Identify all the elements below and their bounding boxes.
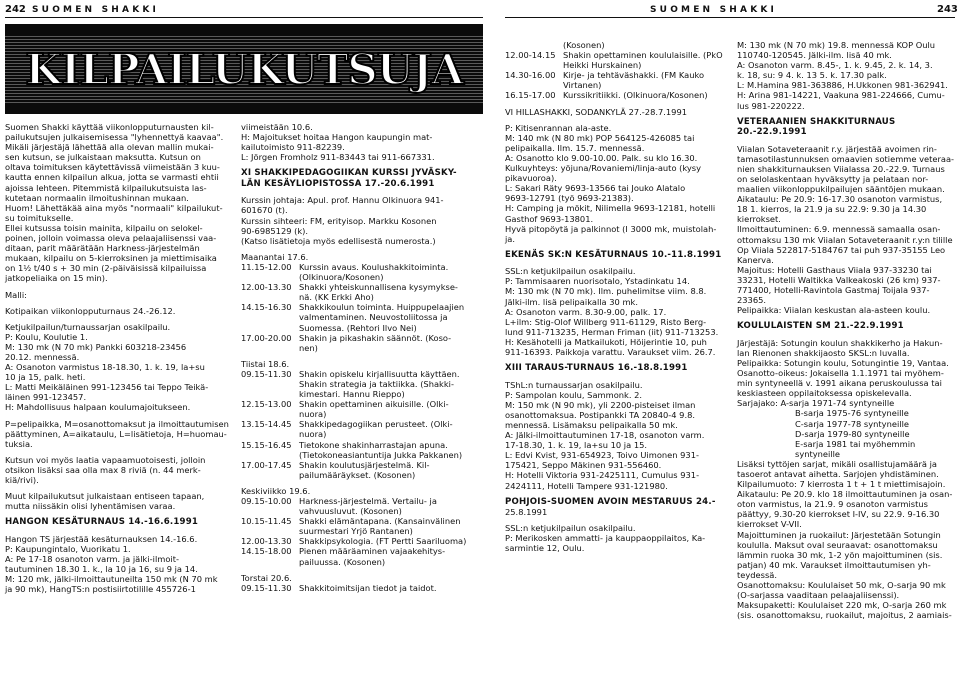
text-line: tasoerot antavat aihetta. Sarjojen yhdistäminen. bbox=[737, 468, 939, 479]
text-line: ja. bbox=[505, 233, 516, 244]
text-line: A: Osanoton varmistus 18-18.30, 1. k. 19, la+su bbox=[5, 362, 205, 373]
schedule-row bbox=[241, 557, 481, 567]
schedule-text: Shakki yhteiskunnallisena kysymykse- bbox=[299, 282, 458, 293]
text-line: on 1½ t/40 s + 30 min (2-päiväisissä kilpailuissa bbox=[5, 263, 207, 274]
schedule-time bbox=[505, 80, 563, 90]
text-line: kutetaan normaalin ilmoitushinnan mukaan. bbox=[5, 192, 189, 203]
text-line: Kanerva. bbox=[737, 254, 774, 265]
schedule-text: Shakkitoimitsijan tiedot ja taidot. bbox=[299, 582, 437, 593]
schedule-time: 09.15-11.30 bbox=[241, 368, 292, 379]
text-line: 25.8.1991 bbox=[505, 507, 548, 518]
text-line: H: Mahdollisuus halpaan koulumajoitukseen. bbox=[5, 402, 191, 413]
text-line: maalien viikonloppukilpailujen sääntöjen mukaan. bbox=[737, 184, 945, 195]
text-line: A: Jälki-ilmoittautuminen 17-18, osanoton varm. bbox=[505, 430, 705, 441]
schedule-text: Shakkipedagogiikan perusteet. (Olki- bbox=[299, 419, 453, 430]
schedule-row bbox=[241, 302, 481, 312]
schedule-text: Shakin opiskelu kirjallisuutta käyttäen. bbox=[299, 368, 460, 379]
schedule-time: 12.00-14.15 bbox=[505, 50, 556, 61]
schedule-text: Shakkipsykologia. (FT Pertti Saariluoma) bbox=[299, 536, 467, 547]
text-line: P: Sampolan koulu, Sammonk. 2. bbox=[505, 389, 643, 400]
text-line: A: Osanotto klo 9.00-10.00. Palk. su klo 16.30. bbox=[505, 152, 698, 163]
text-line: M: 130 mk (N 70 mk) Pankki 603218-23456 bbox=[5, 341, 187, 352]
schedule-time bbox=[737, 419, 795, 429]
schedule-row bbox=[241, 516, 481, 526]
schedule-text: Shakin ja pikashakin säännöt. (Koso- bbox=[299, 332, 452, 343]
text-line: Op Viiala 522817-5184767 tai puh 937-35155 Leo bbox=[737, 244, 946, 255]
schedule-text: Suomessa. (Rehtori Ilvo Nei) bbox=[299, 322, 417, 333]
text-line: Maksupaketti: Koululaiset 220 mk, O-sarja 260 mk bbox=[737, 600, 947, 611]
text-line: 2424111, Hotelli Tampere 931-121980. bbox=[505, 480, 668, 491]
text-line: lämmin ruoka 30 mk, 1-2 yön majoittuminen (sis. bbox=[737, 549, 943, 560]
schedule-time bbox=[241, 470, 299, 480]
schedule-time bbox=[737, 408, 795, 418]
schedule-time: 17.00-20.00 bbox=[241, 332, 292, 343]
text-line: Kurssin johtaja: Apul. prof. Hannu Olkinuora 941- bbox=[241, 195, 444, 206]
schedule-time: 10.15-11.45 bbox=[241, 516, 292, 527]
text-line: Ellei kutsussa toisin mainita, kilpailu on selokel- bbox=[5, 222, 203, 233]
text-line: Kurssin sihteeri: FM, erityisop. Markku Kosonen bbox=[241, 215, 437, 226]
schedule-time bbox=[241, 292, 299, 302]
text-line: 911-16393. Paikkoja varattu. Varaukset viim. 26.7. bbox=[505, 347, 716, 358]
schedule-time bbox=[241, 526, 299, 536]
text-line: tamasotilastunnuksen omaavien sotiemme veteraa- bbox=[737, 153, 955, 164]
schedule-row bbox=[505, 60, 730, 70]
text-line: Ilmoittautuminen: 6.9. mennessä samaalla osan- bbox=[737, 224, 941, 235]
schedule-text: E-sarja 1981 tai myöhemmin syntyneille bbox=[795, 438, 916, 459]
text-line: H: Kesähotelli ja Matkailukoti, Höijerintie 10, puh bbox=[505, 336, 707, 347]
schedule-text: valmentaminen. Neuvostoliitossa ja bbox=[299, 312, 448, 323]
text-line: Mikäli järjestäjä lähettää alla olevan mallin mukai- bbox=[5, 142, 214, 153]
text-line: 10 ja 15, palk. heti. bbox=[5, 372, 86, 383]
text-line: su toimitukselle. bbox=[5, 212, 74, 223]
text-line: osanottomaksua. Postipankki TA 20840-4 9.8. bbox=[505, 409, 696, 420]
text-line: 33231, Hotelli Waltikka Valkeakoski (26 km) 937- bbox=[737, 274, 941, 285]
text-line: P: Tammisaaren nuorisotalo, Ystadinkatu 14. bbox=[505, 276, 690, 287]
text-line: Suomen Shakki käyttää viikonlopputurnausten kil- bbox=[5, 122, 214, 132]
text-line: lund 911-713235, Herman Friman (iit) 911-713253. bbox=[505, 326, 719, 337]
schedule-row bbox=[241, 262, 481, 272]
schedule-row bbox=[241, 526, 481, 536]
schedule-text: pailumääräykset. (Kosonen) bbox=[299, 469, 416, 480]
text-line: Kutsun voi myös laatia vapaamuotoisesti, jolloin bbox=[5, 454, 206, 465]
schedule-text: nä. (KK Erkki Aho) bbox=[299, 292, 374, 303]
text-line: L: Sakari Räty 9693-13566 tai Jouko Alatalo bbox=[505, 183, 686, 194]
schedule-text: Heikki Hurskainen) bbox=[563, 60, 642, 71]
text-line: min syntyneellä v. 1991 aikana peruskoulussa tai bbox=[737, 378, 942, 389]
text-line: Aikataulu: Pe 20.9: 16-17.30 osanoton varmistus, bbox=[737, 194, 943, 205]
schedule-text: nen) bbox=[299, 342, 318, 353]
text-line: M: 140 mk (N 80 mk) POP 564125-426085 tai bbox=[505, 132, 695, 143]
schedule-row bbox=[505, 80, 730, 90]
text-line: H: Hotelli Viktoria 931-2425111, Cumulus 931- bbox=[505, 470, 700, 481]
text-line: Aikataulu: Pe 20.9. klo 18 ilmoittautuminen ja osan- bbox=[737, 489, 953, 500]
text-line: kierrokset V-VII. bbox=[737, 519, 802, 530]
text-line: on selolaskentaan hyväksytty ja pelataan nor- bbox=[737, 173, 929, 184]
schedule-time bbox=[241, 272, 299, 282]
banner-title: KILPAILUKUTSUJA bbox=[25, 45, 463, 94]
schedule-row bbox=[737, 429, 957, 439]
schedule-row bbox=[505, 70, 730, 80]
text-line: Osanottomaksu: Koululaiset 50 mk, O-sarja 90 mk bbox=[737, 580, 946, 590]
text-line: Sarjajako: A-sarja 1971-74 syntyneille bbox=[737, 398, 895, 409]
schedule-time: 14.15-18.00 bbox=[241, 546, 292, 557]
section-heading: POHJOIS-SUOMEN AVOIN MESTARUUS 24.- bbox=[505, 496, 716, 507]
schedule-time: 16.15-17.00 bbox=[505, 90, 556, 101]
schedule-row bbox=[241, 583, 481, 593]
schedule-row bbox=[241, 272, 481, 282]
text-line: mennessä. Lisämaksu pelipaikalla 50 mk. bbox=[505, 420, 678, 430]
schedule-time: 14.15-16.30 bbox=[241, 302, 292, 313]
schedule-text: D-sarja 1979-80 syntyneille bbox=[795, 428, 910, 439]
schedule-text: Shakin strategia ja taktiikka. (Shakki- bbox=[299, 378, 454, 389]
text-line: 175421, Seppo Mäkinen 931-556460. bbox=[505, 460, 662, 471]
schedule-row bbox=[505, 90, 730, 100]
schedule-time bbox=[241, 379, 299, 389]
text-line: kailutoimisto 911-82239. bbox=[241, 142, 345, 153]
text-line: jatkopeliaika on 15 min). bbox=[5, 273, 108, 284]
schedule-row bbox=[241, 450, 481, 460]
text-line: P: Merikosken ammatti- ja kauppaoppilaitos, Ka- bbox=[505, 533, 706, 544]
text-line: L+ilm: Stig-Olof Willberg 911-61129, Risto Berg- bbox=[505, 316, 707, 327]
schedule-time bbox=[241, 389, 299, 399]
section-heading: XIII TARAUS-TURNAUS 16.-18.8.1991 bbox=[505, 363, 688, 374]
schedule-time bbox=[241, 312, 299, 322]
text-line: (O-sarjassa vaaditaan pelaajaliisenssi). bbox=[737, 590, 900, 601]
schedule-time: 12.00-13.30 bbox=[241, 536, 292, 547]
schedule-row bbox=[241, 429, 481, 439]
schedule-time: 09.15-11.30 bbox=[241, 582, 292, 593]
schedule-row bbox=[737, 439, 957, 459]
schedule-text: pailuussa. (Kosonen) bbox=[299, 556, 386, 567]
schedule-row bbox=[241, 546, 481, 556]
text-line: M: 120 mk, jälki-ilmoittautuneilta 150 mk (N 70 mk bbox=[5, 574, 218, 585]
text-line: Osanotto-oikeus: Jokaisella 1.1.1971 tai myöhem- bbox=[737, 368, 944, 379]
text-line: Pelipaikka: Viialan keskustan ala-asteen koulu. bbox=[737, 305, 931, 316]
schedule-time: 13.15-14.45 bbox=[241, 419, 292, 430]
text-line: lan Rienonen shakkijaosto SKSL:n luvalla. bbox=[737, 347, 910, 358]
text-line: Majoittuminen ja ruokailut: Järjestetään Sotungin bbox=[737, 529, 941, 540]
text-line: Järjestäjä: Sotungin koulun shakkikerho ja Hakun- bbox=[737, 337, 943, 348]
text-line: Ketjukilpailun/turnaussarjan osakilpailu. bbox=[5, 321, 171, 332]
schedule-row bbox=[241, 399, 481, 409]
text-line: A: Pe 17-18 osanoton varm. ja jälki-ilmoit- bbox=[5, 553, 179, 564]
left-running-title: SUOMEN SHAKKI bbox=[32, 5, 160, 15]
schedule-row bbox=[241, 536, 481, 546]
text-line: pikavuoroa). bbox=[505, 173, 557, 184]
text-line: koululla. Maksut oval seuraavat: osanottomaksu bbox=[737, 539, 938, 550]
text-line: P: Kitisenrannan ala-aste. bbox=[505, 122, 612, 133]
text-line: tautuminen 18.30 1. k., la 10 ja 16, su 9 ja 14. bbox=[5, 564, 198, 575]
schedule-text: nuora) bbox=[299, 429, 327, 440]
text-line: P=pelipaikka, M=osanottomaksut ja ilmoittautumisen bbox=[5, 418, 229, 429]
text-line: 17-18.30, 1. k. 19, la+su 10 ja 15. bbox=[505, 440, 648, 451]
text-line: (sis. osanottomaksu, ruokailut, majoitus, 2 aamiais- bbox=[737, 610, 952, 621]
text-line: mukaan, kilpailu on 5-kierroksinen ja miettimisaika bbox=[5, 253, 217, 264]
text-line: A: Osanoton varm. 8.45-, 1. k. 9.45, 2. k. 14, 3. bbox=[737, 60, 933, 71]
text-line: L: Edvi Kvist, 931-654923, Toivo Uimonen 931- bbox=[505, 450, 699, 461]
schedule-text: Harkness-järjestelmä. Vertailu- ja bbox=[299, 496, 437, 506]
schedule-row bbox=[241, 333, 481, 343]
text-line: SSL:n ketjukilpailun osakilpailu. bbox=[505, 266, 636, 277]
text-line: päättyy, 9.30-20 kierrokset I-IV, su 22.9. 9-16.30 bbox=[737, 509, 940, 520]
text-line: L: Jörgen Fromholz 911-83443 tai 911-667331. bbox=[241, 152, 435, 163]
text-line: päättyminen, A=aikataulu, L=lisätietoja, H=huomau- bbox=[5, 428, 227, 439]
text-line: M: 130 mk (N 70 mk) 19.8. mennessä KOP Oulu bbox=[737, 40, 936, 50]
schedule-time bbox=[241, 557, 299, 567]
column-2 bbox=[241, 122, 481, 593]
text-line: H: Camping ja mökit, Nilimella 9693-12181, hotelli bbox=[505, 203, 716, 214]
text-line: M: 130 mk (N 70 mk). Ilm. puhelimitse viim. 8.8. bbox=[505, 286, 707, 297]
schedule-text: nuora) bbox=[299, 409, 327, 420]
text-line: otsikon lisäksi saa olla max 8 riviä (n. 44 merk- bbox=[5, 464, 201, 475]
text-line: sen kutsun, se julkaistaan maksutta. Kutsun on bbox=[5, 152, 201, 163]
text-line: L: Matti Meikäläinen 991-123456 tai Teppo Teikä- bbox=[5, 382, 209, 393]
schedule-row bbox=[241, 323, 481, 333]
schedule-row bbox=[505, 50, 730, 60]
text-line: Kulkuyhteys: yöjuna/Rovaniemi/linja-auto (kysy bbox=[505, 163, 702, 174]
schedule-text: B-sarja 1975-76 syntyneille bbox=[795, 408, 909, 419]
text-line: Tiistai 18.6. bbox=[241, 358, 290, 369]
text-line: lus 981-220222. bbox=[737, 100, 805, 111]
schedule-time: 11.15-12.00 bbox=[241, 261, 292, 272]
right-page-number: 243 bbox=[937, 4, 958, 15]
text-line: H: Arina 981-14221, Vaakuna 981-224666, Cumu- bbox=[737, 90, 945, 101]
schedule-row bbox=[241, 470, 481, 480]
text-line: ottomaksu 130 mk Viialan Sotaveteraanit r.y:n tilille bbox=[737, 234, 953, 245]
text-line: Kotipaikan viikonlopputurnaus 24.-26.12. bbox=[5, 305, 176, 316]
text-line: 9693-12791 (työ 9693-21383). bbox=[505, 193, 634, 204]
schedule-time bbox=[737, 439, 795, 459]
text-line: Huom! Lähettäkää aina myös "normaali" kilpailukut- bbox=[5, 202, 223, 213]
schedule-row bbox=[241, 312, 481, 322]
text-line: Torstai 20.6. bbox=[241, 572, 292, 583]
schedule-time bbox=[241, 343, 299, 353]
text-line: A: Osanoton varm. 8.30-9.00, palk. 17. bbox=[505, 306, 667, 317]
schedule-time: 17.00-17.45 bbox=[241, 459, 292, 470]
schedule-time bbox=[241, 429, 299, 439]
text-line: kierrokset. bbox=[737, 214, 781, 225]
schedule-text: C-sarja 1977-78 syntyneille bbox=[795, 418, 909, 429]
section-heading: LÄN KESÄYLIOPISTOSSA 17.-20.6.1991 bbox=[241, 178, 435, 189]
text-line: VI HILLASHAKKI, SODANKYLÄ 27.-28.7.1991 bbox=[505, 106, 688, 117]
schedule-row bbox=[241, 506, 481, 516]
section-heading: VETERAANIEN SHAKKITURNAUS 20.-22.9.1991 bbox=[737, 116, 896, 138]
schedule-row bbox=[241, 379, 481, 389]
left-header-rule bbox=[5, 17, 483, 18]
schedule-row bbox=[241, 496, 481, 506]
section-heading: KOULULAISTEN SM 21.-22.9.1991 bbox=[737, 321, 904, 332]
text-line: patjan) 40 mk. Varaukset ilmoittautumisen yh- bbox=[737, 559, 931, 570]
schedule-row bbox=[241, 282, 481, 292]
text-line: TShL:n turnaussarjan osakilpailu. bbox=[505, 379, 643, 390]
text-line: keskiasteen oppilaitoksessa opiskelevalla. bbox=[737, 388, 912, 399]
text-line: pailukutsujen julkaisemisessa "lyhennettyä kaavaa". bbox=[5, 132, 224, 143]
text-line: 771400, Hotelli-Ravintola Gastmaj Toijala 937- bbox=[737, 284, 930, 295]
schedule-text: Shakki elämäntapana. (Kansainvälinen bbox=[299, 516, 461, 527]
schedule-row bbox=[241, 440, 481, 450]
text-line: (Katso lisätietoja myös edellisestä numerosta.) bbox=[241, 235, 436, 246]
column-3 bbox=[505, 40, 730, 554]
text-line: viimeistään 10.6. bbox=[241, 122, 313, 132]
text-line: oltava toimituksen käytettävissä viimeistään 3 kuu- bbox=[5, 162, 220, 173]
text-line: sarmintie 12, Oulu. bbox=[505, 543, 585, 554]
text-line: k. 18, su: 9 4. k. 13 5. k. 17.30 palk. bbox=[737, 70, 887, 81]
text-line: oton varmistus, la 21.9. 9 osanoton varmistus bbox=[737, 499, 928, 510]
text-line: 90-6985129 (k). bbox=[241, 225, 309, 236]
text-line: mutta niissäkin olisi lyhentämisen varaa. bbox=[5, 501, 176, 512]
text-line: 18 1. kierros, la 21.9 ja su 22.9: 9.30 ja 14.30 bbox=[737, 204, 927, 215]
text-line: ajoissa lehteen. Pitemmistä kilpailukutsuista las- bbox=[5, 182, 207, 193]
schedule-time bbox=[241, 409, 299, 419]
schedule-time: 14.30-16.00 bbox=[505, 70, 556, 81]
text-line: nien shakkiturnauksen Viialassa 20.-22.9. Turnaus bbox=[737, 163, 945, 174]
text-line: Majoitus: Hotelli Gasthaus Viiala 937-33230 tai bbox=[737, 264, 932, 275]
text-line: 23365. bbox=[737, 295, 767, 306]
text-line: P: Kaupungintalo, Vuorikatu 1. bbox=[5, 543, 131, 554]
schedule-text: Shakin koulutusjärjestelmä. Kil- bbox=[299, 459, 430, 470]
text-line: Hyvä pitopöytä ja palkinnot (I 3000 mk, muistolah- bbox=[505, 223, 717, 234]
section-banner bbox=[5, 24, 483, 114]
section-heading: HANGON KESÄTURNAUS 14.-16.6.1991 bbox=[5, 517, 199, 528]
text-line: Hangon TS järjestää kesäturnauksen 14.-16.6. bbox=[5, 533, 198, 544]
schedule-time bbox=[241, 323, 299, 333]
schedule-time: 15.15-16.45 bbox=[241, 439, 292, 450]
section-heading: EKENÄS SK:N KESÄTURNAUS 10.-11.8.1991 bbox=[505, 249, 722, 260]
schedule-text: Kirje- ja tehtäväshakki. (FM Kauko bbox=[563, 70, 705, 81]
text-line: Kilpailumuoto: 7 kierrosta 1 t + 1 t miettimisajoin. bbox=[737, 479, 946, 490]
schedule-text: Tietokone shakinharrastajan apuna. bbox=[299, 439, 448, 450]
schedule-text: Shakkikoulun toiminta. Huippupelaajien bbox=[299, 302, 465, 313]
schedule-time: 12.15-13.00 bbox=[241, 399, 292, 410]
schedule-row bbox=[241, 460, 481, 470]
schedule-time bbox=[505, 60, 563, 70]
right-running-title: SUOMEN SHAKKI bbox=[650, 5, 778, 15]
text-line: Pelipaikka: Sotungin koulu, Sotungintie 19, Vantaa. bbox=[737, 357, 949, 368]
text-line: Maanantai 17.6. bbox=[241, 251, 309, 262]
text-line: tuksia. bbox=[5, 438, 33, 449]
text-line: 20.12. mennessä. bbox=[5, 351, 80, 362]
text-line: M: 150 mk (N 90 mk), yli 2200-pisteiset ilman bbox=[505, 399, 696, 410]
schedule-row bbox=[241, 292, 481, 302]
text-line: ditaan, parit määrätään Harkness-järjestelmän bbox=[5, 243, 200, 254]
text-line: läinen 991-123457. bbox=[5, 392, 87, 403]
schedule-text: (Kosonen) bbox=[563, 40, 605, 50]
text-line: Muut kilpailukutsut julkaistaan entiseen tapaan, bbox=[5, 491, 205, 502]
schedule-time: 09.15-10.00 bbox=[241, 496, 292, 506]
section-heading: XI SHAKKIPEDAGOGIIKAN KURSSI JYVÄSKY- bbox=[241, 168, 457, 179]
text-line: ja 90 mk), HangTS:n postisiirtotilille 455726-1 bbox=[5, 584, 196, 595]
schedule-row bbox=[241, 369, 481, 379]
schedule-text: Shakin opettaminen aikuisille. (Olki- bbox=[299, 399, 449, 410]
schedule-row bbox=[241, 409, 481, 419]
text-line: H: Majoitukset hoitaa Hangon kaupungin mat- bbox=[241, 132, 433, 143]
text-line: Gasthof 9693-13801. bbox=[505, 213, 594, 224]
text-line: P: Koulu, Koulutie 1. bbox=[5, 331, 88, 342]
schedule-row bbox=[241, 389, 481, 399]
text-line: 601670 (t). bbox=[241, 205, 288, 216]
text-line: kiä/rivi). bbox=[5, 475, 39, 485]
schedule-text: suurmestari Yrjö Rantanen) bbox=[299, 526, 413, 537]
schedule-time bbox=[241, 450, 299, 460]
schedule-row bbox=[241, 343, 481, 353]
schedule-row bbox=[737, 419, 957, 429]
left-page-number: 242 bbox=[5, 4, 26, 15]
schedule-time: 12.00-13.30 bbox=[241, 282, 292, 293]
text-line: L: M.Hamina 981-363886, H.Ukkonen 981-362941. bbox=[737, 80, 948, 91]
schedule-row bbox=[241, 419, 481, 429]
schedule-text: kimestari. Hannu Rieppo) bbox=[299, 389, 405, 400]
column-1 bbox=[5, 122, 233, 594]
text-line: pelipaikalla. Ilm. 15.7. mennessä. bbox=[505, 142, 645, 153]
column-4 bbox=[737, 40, 957, 620]
schedule-text: Pienen määräaminen vajaakehitys- bbox=[299, 546, 446, 557]
schedule-text: vahvuusluvut. (Kosonen) bbox=[299, 506, 402, 517]
schedule-time bbox=[241, 506, 299, 516]
schedule-text: (Tietokoneasiantuntija Jukka Pakkanen) bbox=[299, 449, 463, 460]
schedule-row bbox=[505, 40, 730, 50]
text-line: SSL:n ketjukilpailun osakilpailu. bbox=[505, 523, 636, 534]
schedule-text: Virtanen) bbox=[563, 80, 602, 91]
text-line: kautta ennen kilpailun alkua, jotta se varmasti ehtii bbox=[5, 172, 219, 183]
schedule-time bbox=[505, 40, 563, 50]
right-header-rule bbox=[505, 17, 955, 18]
text-line: poinen, jolloin voimassa oleva pelaajaliisenssi vaa- bbox=[5, 233, 217, 244]
text-line: 110740-120545. Jälki-ilm. lisä 40 mk. bbox=[737, 50, 892, 61]
schedule-text: Shakin opettaminen koululaisille. (PkO bbox=[563, 50, 723, 61]
schedule-text: Kurssin avaus. Koulushakkitoiminta. bbox=[299, 261, 449, 272]
schedule-text: Kurssikritiikki. (Olkinuora/Kosonen) bbox=[563, 90, 708, 101]
text-line: Keskiviikko 19.6. bbox=[241, 485, 311, 496]
schedule-text: (Olkinuora/Kosonen) bbox=[299, 272, 384, 283]
text-line: Malli: bbox=[5, 289, 27, 300]
text-line: teydessä. bbox=[737, 569, 778, 580]
text-line: Jälki-ilm. lisä pelipaikalla 30 mk. bbox=[505, 296, 638, 307]
text-line: Lisäksi tyttöjen sarjat, mikäli osallistujamäärä ja bbox=[737, 458, 937, 469]
schedule-time bbox=[737, 429, 795, 439]
text-line: Viialan Sotaveteraanit r.y. järjestää avoimen rin- bbox=[737, 143, 937, 154]
schedule-row bbox=[737, 408, 957, 418]
